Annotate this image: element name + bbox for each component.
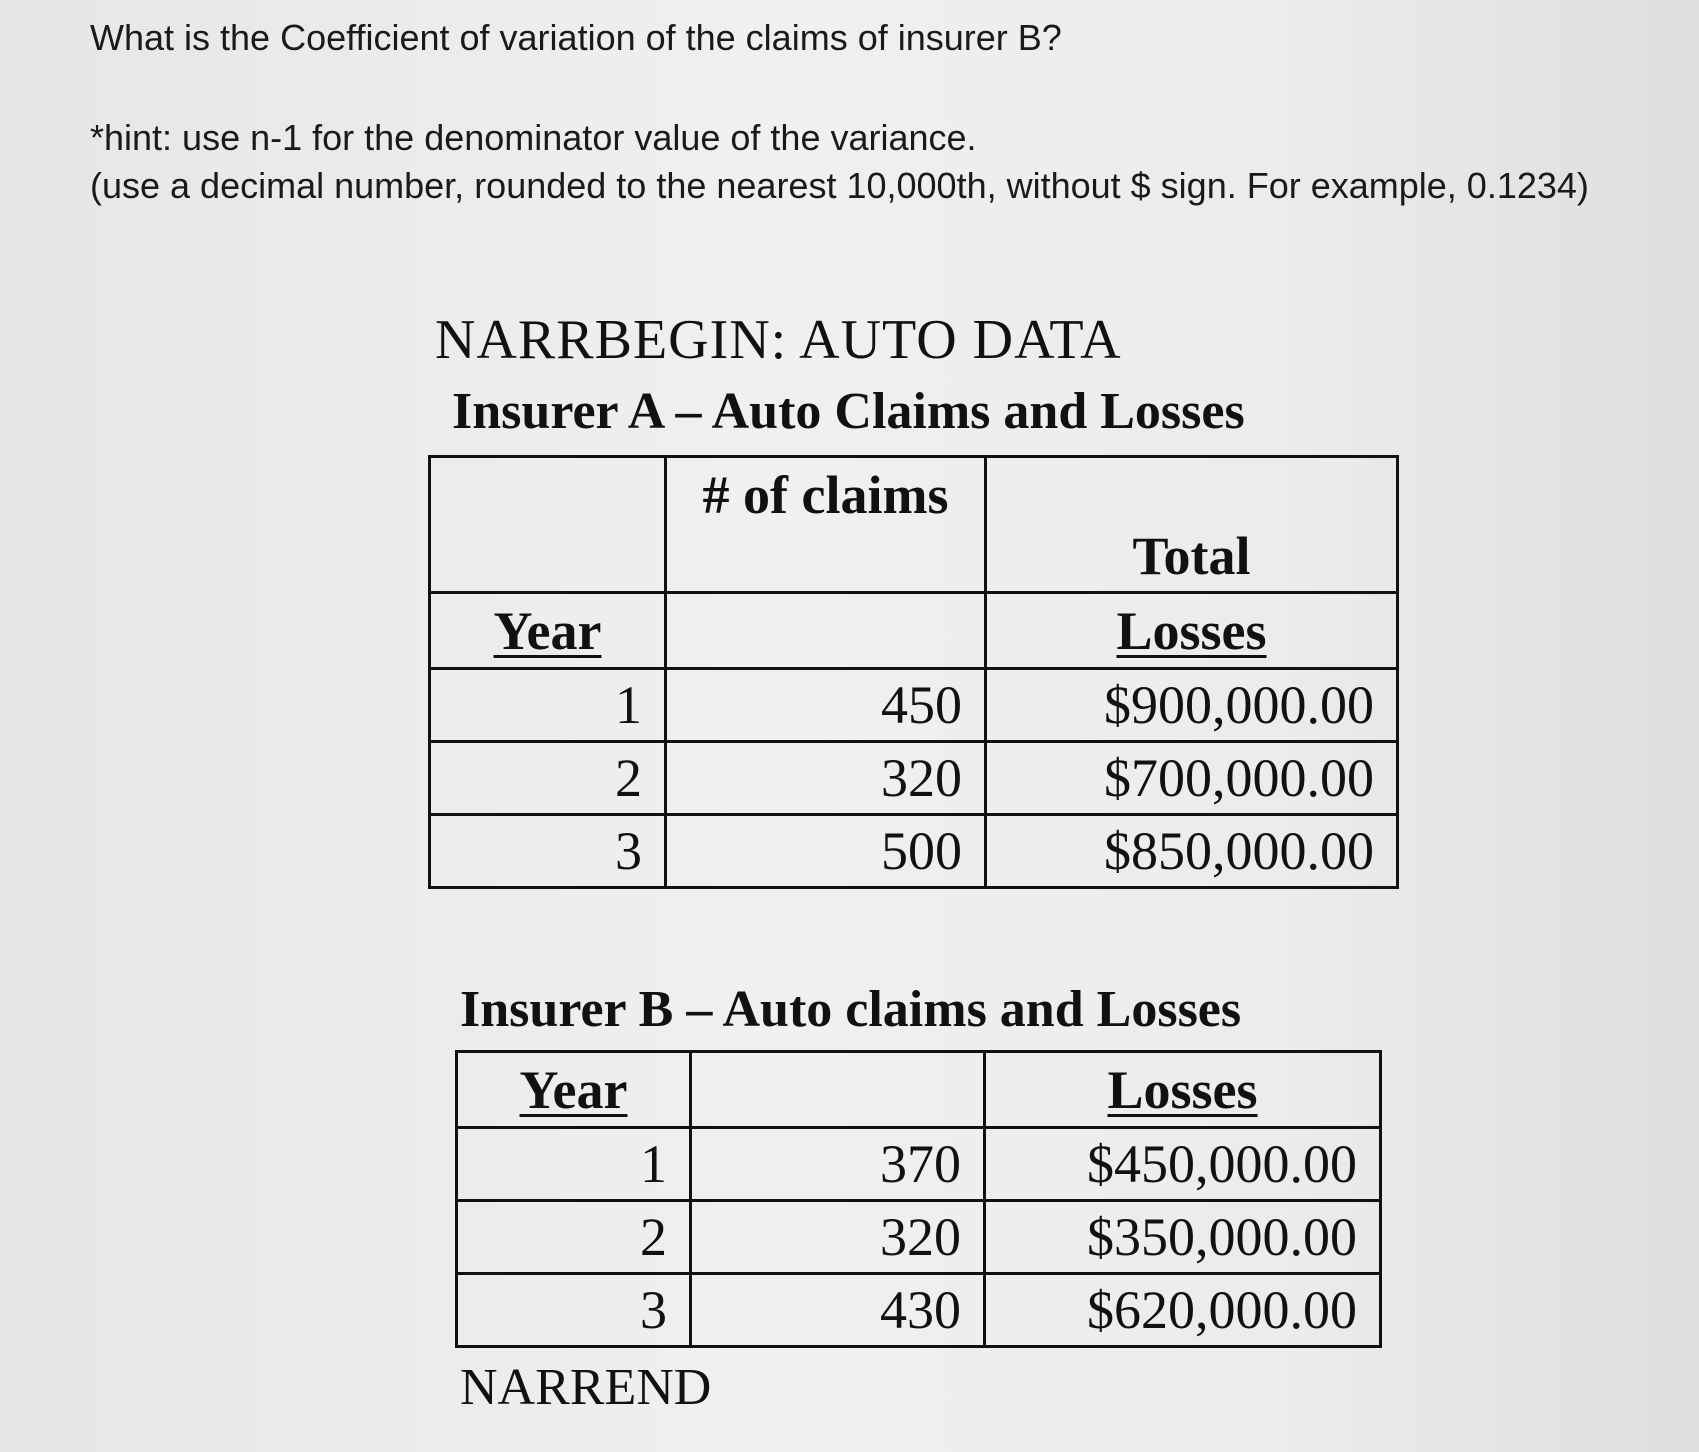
year-column-header [457,1052,691,1128]
claims-column-header: # of claims [666,457,986,593]
question-text [90,14,1650,210]
losses-header-label: Losses [1116,600,1267,661]
narrative-end-label: NARREND [460,1359,712,1416]
table-row [457,1128,1381,1201]
table-cell [430,457,666,593]
table-cell [691,1052,985,1128]
year-cell: 1 [457,1128,691,1201]
claims-cell: 370 [691,1128,985,1201]
table-row [430,742,1398,815]
table-row [457,1201,1381,1274]
losses-cell: $620,000.00 [985,1274,1381,1347]
table-row [430,815,1398,888]
losses-cell: $700,000.00 [986,742,1398,815]
insurer-a-table-title: Insurer A – Auto Claims and Losses [452,383,1245,440]
losses-cell: $350,000.00 [985,1201,1381,1274]
claims-cell: 430 [691,1274,985,1347]
table-header-row [430,457,1398,593]
year-header-label: Year [493,600,602,661]
insurer-b-table [455,1050,1382,1348]
losses-cell: $450,000.00 [985,1128,1381,1201]
total-column-header: Total [986,457,1398,593]
table-header-row [430,593,1398,669]
year-cell: 1 [430,669,666,742]
narrative-begin-label: NARRBEGIN: AUTO DATA [435,309,1122,371]
claims-cell: 450 [666,669,986,742]
table-header-row [457,1052,1381,1128]
instructions-line: (use a decimal number, rounded to the nearest 10,000th, without $ sign. For example, 0.1234) [90,165,1589,206]
claims-cell: 500 [666,815,986,888]
year-cell: 3 [430,815,666,888]
insurer-b-table-title: Insurer B – Auto claims and Losses [460,981,1242,1038]
year-column-header [430,593,666,669]
claims-cell: 320 [666,742,986,815]
table-row [457,1274,1381,1347]
question-line: What is the Coefficient of variation of the claims of insurer B? [90,17,1062,58]
losses-column-header [986,593,1398,669]
year-cell: 2 [457,1201,691,1274]
losses-cell: $850,000.00 [986,815,1398,888]
year-cell: 2 [430,742,666,815]
table-row [430,669,1398,742]
year-header-label: Year [519,1059,628,1120]
losses-cell: $900,000.00 [986,669,1398,742]
claims-cell: 320 [691,1201,985,1274]
losses-column-header [985,1052,1381,1128]
year-cell: 3 [457,1274,691,1347]
hint-line: *hint: use n-1 for the denominator value of the variance. [90,117,977,158]
losses-header-label: Losses [1107,1059,1258,1120]
insurer-a-table [428,455,1399,889]
table-cell [666,593,986,669]
